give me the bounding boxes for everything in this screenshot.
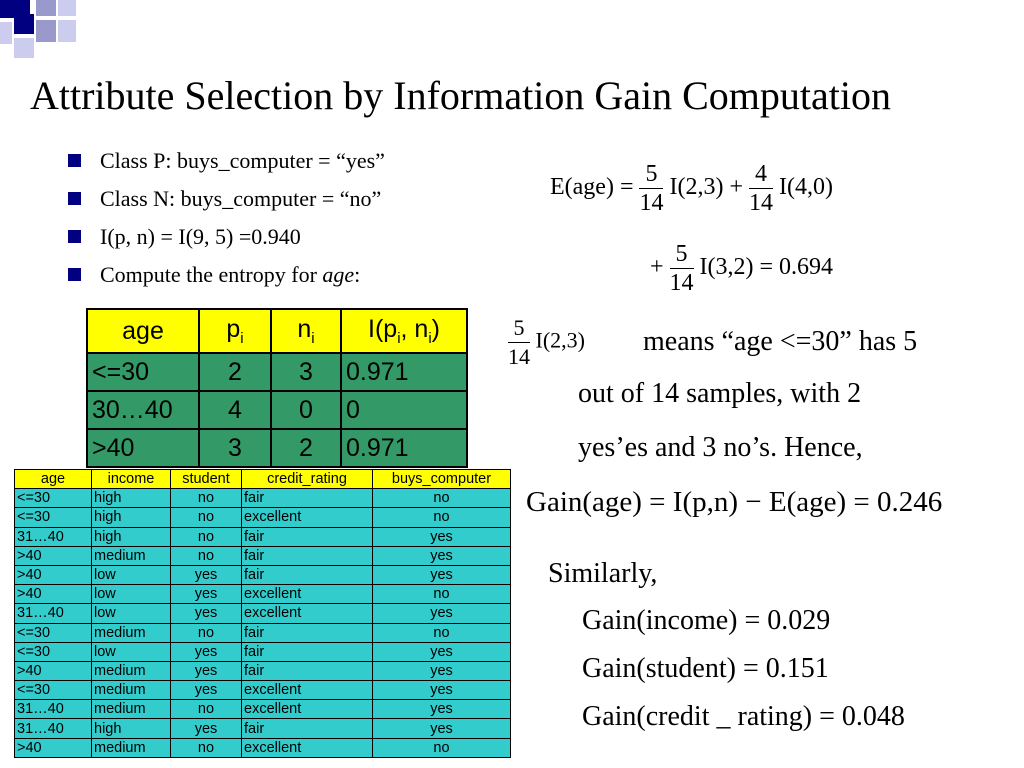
table-cell: medium — [92, 623, 171, 642]
table-cell: >40 — [15, 738, 92, 757]
table-cell: excellent — [242, 681, 373, 700]
table-cell: yes — [171, 642, 242, 661]
table-cell: fair — [242, 642, 373, 661]
table-cell: excellent — [242, 738, 373, 757]
table-cell: no — [171, 623, 242, 642]
table-cell: fair — [242, 623, 373, 642]
fraction: $\frac{4}{14}$ — [749, 161, 773, 216]
table-cell: 31…40 — [15, 604, 92, 623]
explanation-line2: out of 14 samples, with 2 — [578, 378, 862, 409]
table-cell: no — [171, 508, 242, 527]
table-cell: fair — [242, 527, 373, 546]
entropy-summary-table — [86, 308, 468, 468]
table-row: <=30 2 3 0.971 — [87, 353, 467, 391]
table-cell: >40 — [15, 546, 92, 565]
table-cell: medium — [92, 738, 171, 757]
fraction: $\frac{5}{14}$ — [508, 315, 530, 369]
table-cell: fair — [242, 546, 373, 565]
table-cell: yes — [171, 661, 242, 680]
bullet-list — [60, 146, 385, 298]
table-row — [15, 661, 511, 680]
table-cell: <=30 — [15, 642, 92, 661]
table-row — [15, 700, 511, 719]
table-cell: >40 — [15, 661, 92, 680]
fraction: $\frac{5}{14}$ — [669, 241, 694, 296]
table-row — [15, 623, 511, 642]
square-bullet-icon — [68, 230, 81, 243]
header-student: student — [171, 470, 242, 489]
explanation-fraction: $\frac{5}{14}$ I(2,3) — [508, 315, 585, 369]
training-data-table — [14, 469, 511, 758]
header-p: $p_i$ — [199, 309, 271, 353]
table-cell: fair — [242, 565, 373, 584]
table-cell: <=30 — [15, 681, 92, 700]
table-row — [15, 565, 511, 584]
table-cell: fair — [242, 719, 373, 738]
table-cell: no — [171, 738, 242, 757]
header-n: $n_i$ — [271, 309, 341, 353]
table-cell: no — [373, 585, 511, 604]
table-row — [15, 527, 511, 546]
table-cell: yes — [373, 681, 511, 700]
table-row — [15, 489, 511, 508]
table-header-row — [87, 309, 467, 353]
entropy-formula-line2: + $\frac{5}{14}$ I(3,2) = 0.694 — [650, 241, 834, 296]
table-cell: low — [92, 585, 171, 604]
table-cell: yes — [171, 604, 242, 623]
table-cell: 31…40 — [15, 700, 92, 719]
table-cell: low — [92, 642, 171, 661]
table-cell: no — [373, 738, 511, 757]
table-cell: no — [171, 489, 242, 508]
explanation-line1: means “age <=30” has 5 — [643, 326, 918, 357]
table-cell: fair — [242, 489, 373, 508]
explanation-line3: yes’es and 3 no’s. Hence, — [578, 432, 863, 463]
table-row — [15, 738, 511, 757]
square-bullet-icon — [68, 268, 81, 281]
table-row: >40 3 2 0.971 — [87, 429, 467, 467]
table-cell: yes — [373, 719, 511, 738]
table-cell: high — [92, 527, 171, 546]
table-cell: >40 — [15, 565, 92, 584]
table-cell: no — [171, 700, 242, 719]
table-cell: high — [92, 719, 171, 738]
table-cell: yes — [171, 585, 242, 604]
table-header-row — [15, 470, 511, 489]
table-cell: medium — [92, 661, 171, 680]
table-cell: no — [373, 489, 511, 508]
table-row — [15, 546, 511, 565]
slide-title: Attribute Selection by Information Gain Computation — [30, 73, 891, 118]
table-row — [15, 719, 511, 738]
table-cell: 31…40 — [15, 719, 92, 738]
table-cell: yes — [171, 719, 242, 738]
bullet-item: Class P: buys_computer = “yes” — [60, 146, 385, 184]
table-cell: yes — [373, 661, 511, 680]
fraction: $\frac{5}{14}$ — [639, 161, 664, 216]
table-cell: yes — [373, 700, 511, 719]
table-cell: yes — [171, 565, 242, 584]
table-cell: medium — [92, 546, 171, 565]
table-cell: yes — [373, 642, 511, 661]
table-cell: high — [92, 489, 171, 508]
gain-age-formula: Gain(age) = I(p,n) − E(age) = 0.246 — [526, 486, 943, 518]
header-info: $I(p_i$, $n_i$) — [341, 309, 467, 353]
table-cell: excellent — [242, 700, 373, 719]
table-cell: excellent — [242, 604, 373, 623]
bullet-item: Compute the entropy for age: — [60, 260, 385, 298]
table-cell: <=30 — [15, 623, 92, 642]
header-buys-computer: buys_computer — [373, 470, 511, 489]
table-cell: no — [373, 508, 511, 527]
header-credit-rating: credit_rating — [242, 470, 373, 489]
table-cell: yes — [373, 527, 511, 546]
gain-income: Gain(income) = 0.029 — [582, 605, 831, 636]
entropy-formula-line1: E(age) = $\frac{5}{14}$ I(2,3) + $\frac{4}{14}$ I(4,0) — [550, 161, 833, 216]
table-cell: no — [373, 623, 511, 642]
table-cell: >40 — [15, 585, 92, 604]
table-cell: yes — [373, 546, 511, 565]
table-cell: <=30 — [15, 508, 92, 527]
bullet-item: Class N: buys_computer = “no” — [60, 184, 385, 222]
table-row — [15, 508, 511, 527]
table-row — [15, 604, 511, 623]
similarly-label: Similarly, — [548, 558, 658, 589]
bullet-item: I(p, n) = I(9, 5) =0.940 — [60, 222, 385, 260]
table-row — [15, 642, 511, 661]
table-cell: yes — [373, 604, 511, 623]
table-cell: yes — [373, 565, 511, 584]
table-cell: excellent — [242, 508, 373, 527]
gain-credit-rating: Gain(credit _ rating) = 0.048 — [582, 701, 905, 732]
table-row — [15, 681, 511, 700]
table-cell: low — [92, 565, 171, 584]
gain-student: Gain(student) = 0.151 — [582, 653, 829, 684]
table-cell: no — [171, 546, 242, 565]
table-cell: yes — [171, 681, 242, 700]
header-income: income — [92, 470, 171, 489]
table-cell: fair — [242, 661, 373, 680]
table-cell: excellent — [242, 585, 373, 604]
square-bullet-icon — [68, 192, 81, 205]
table-cell: high — [92, 508, 171, 527]
header-age: age — [87, 309, 199, 353]
table-cell: medium — [92, 700, 171, 719]
header-age: age — [15, 470, 92, 489]
table-cell: low — [92, 604, 171, 623]
table-row — [15, 585, 511, 604]
table-cell: no — [171, 527, 242, 546]
table-row: 30…40 4 0 0 — [87, 391, 467, 429]
table-cell: <=30 — [15, 489, 92, 508]
table-cell: medium — [92, 681, 171, 700]
table-cell: 31…40 — [15, 527, 92, 546]
square-bullet-icon — [68, 154, 81, 167]
